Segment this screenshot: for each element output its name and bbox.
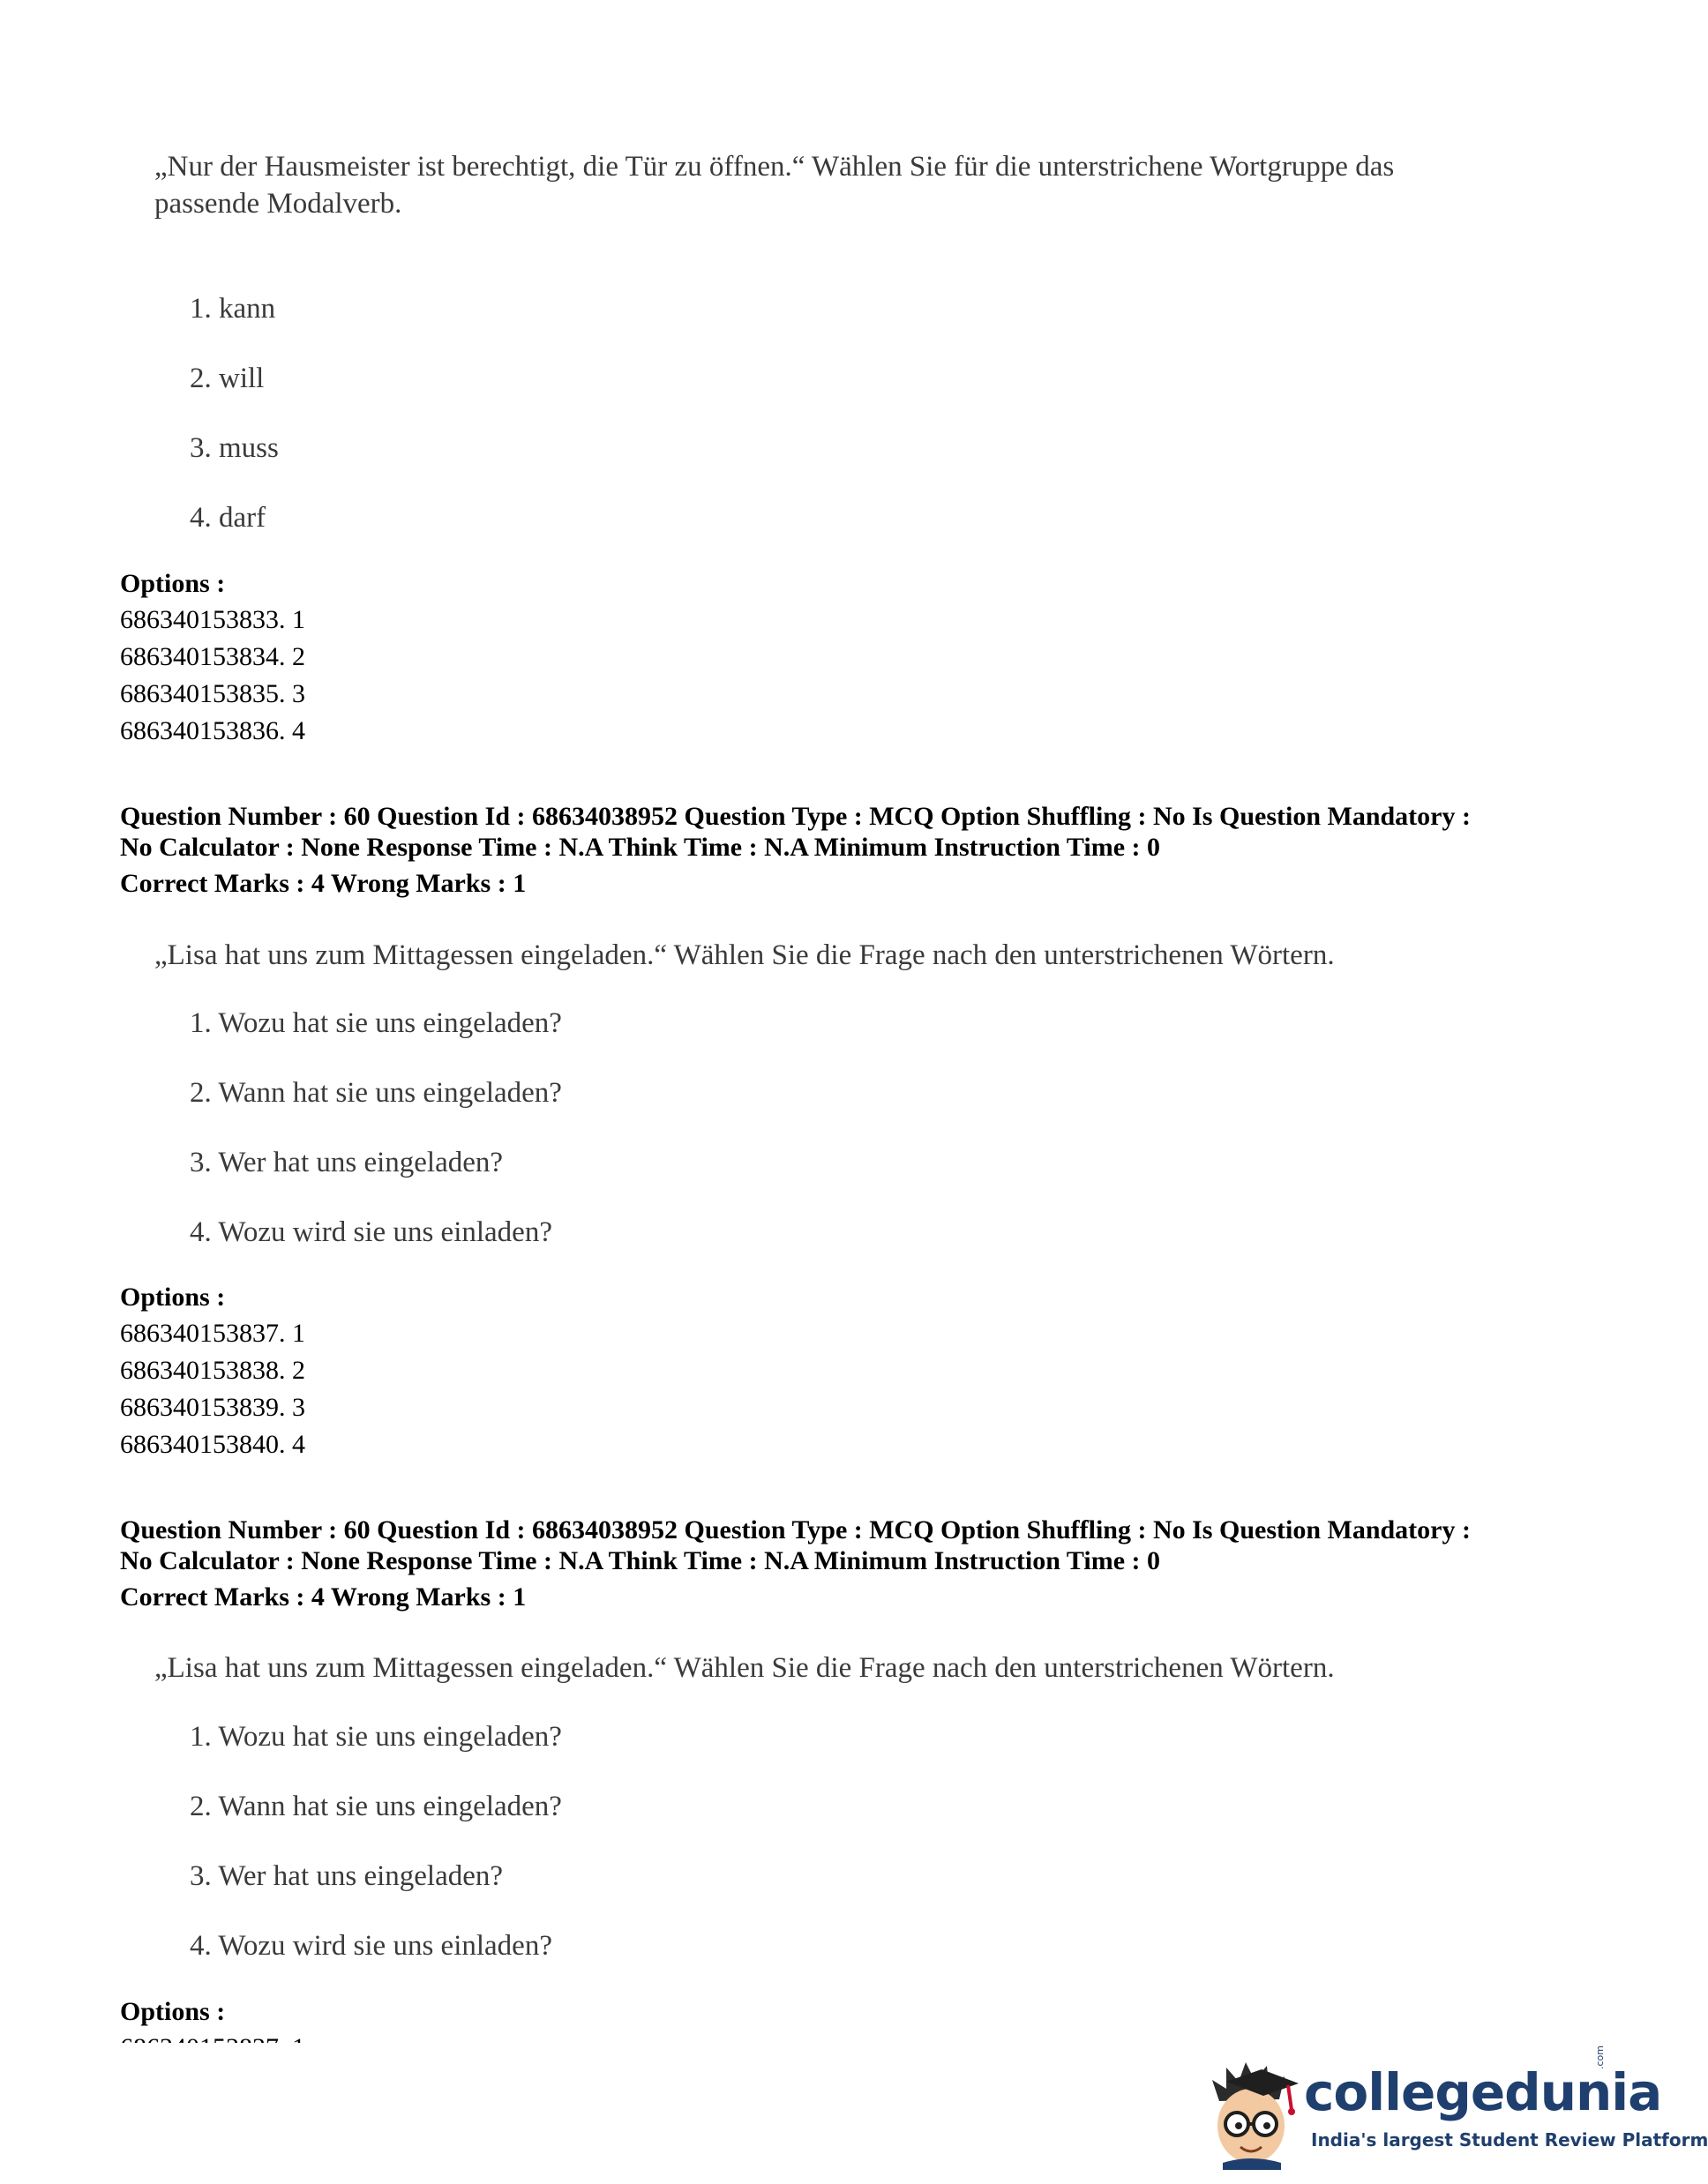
- marks-2: Correct Marks : 4 Wrong Marks : 1: [120, 869, 527, 898]
- marks-3: Correct Marks : 4 Wrong Marks : 1: [120, 1582, 527, 1612]
- choice-1-4: 4. darf: [190, 502, 266, 534]
- question-meta-2: [120, 801, 1532, 863]
- options-list-2: [120, 1315, 305, 1463]
- question-text-2: „Lisa hat uns zum Mittagessen eingeladen.“ Wählen Sie die Frage nach den unterstrichenen Wörtern.: [154, 939, 1335, 971]
- choice-3-4: 4. Wozu wird sie uns einladen?: [190, 1930, 552, 1962]
- options-label-3: Options :: [120, 1997, 226, 2026]
- logo-brand-text: collegedunia: [1304, 2062, 1662, 2122]
- option-id-2-4: 686340153840. 4: [120, 1430, 305, 1459]
- choice-2-2: 2. Wann hat sie uns eingeladen?: [190, 1077, 562, 1109]
- mascot-icon: [1200, 2055, 1304, 2170]
- meta-line-1: Question Number : 60 Question Id : 68634038952 Question Type : MCQ Option Shuffling : No Is Question Mandatory :: [120, 802, 1471, 831]
- meta-line-2: No Calculator : None Response Time : N.A Think Time : N.A Minimum Instruction Time : 0: [120, 833, 1160, 862]
- choice-3-3: 3. Wer hat uns eingeladen?: [190, 1860, 504, 1892]
- meta-line-1: Question Number : 60 Question Id : 68634038952 Question Type : MCQ Option Shuffling : No Is Question Mandatory :: [120, 1515, 1471, 1545]
- option-id-1-1: 686340153833. 1: [120, 605, 305, 634]
- choice-3-2: 2. Wann hat sie uns eingeladen?: [190, 1791, 562, 1822]
- option-id-2-1: 686340153837. 1: [120, 1319, 305, 1348]
- question-meta-3: [120, 1515, 1532, 1576]
- logo-suffix: .com: [1594, 2046, 1606, 2069]
- option-id-1-3: 686340153835. 3: [120, 679, 305, 708]
- choice-2-1: 1. Wozu hat sie uns eingeladen?: [190, 1007, 562, 1039]
- collegedunia-logo: [1200, 2046, 1708, 2170]
- option-id-2-3: 686340153839. 3: [120, 1393, 305, 1422]
- choice-1-1: 1. kann: [190, 293, 276, 325]
- options-list-1: [120, 602, 305, 750]
- question-text-3: „Lisa hat uns zum Mittagessen eingeladen.“ Wählen Sie die Frage nach den unterstrichenen Wörtern.: [154, 1652, 1335, 1684]
- options-label-2: Options :: [120, 1283, 226, 1312]
- option-id-1-2: 686340153834. 2: [120, 642, 305, 671]
- choice-2-3: 3. Wer hat uns eingeladen?: [190, 1147, 504, 1178]
- choice-1-3: 3. muss: [190, 432, 279, 464]
- logo-tagline: India's largest Student Review Platform: [1311, 2129, 1708, 2150]
- question-text-1: „Nur der Hausmeister ist berechtigt, die Tür zu öffnen.“ Wählen Sie für die unterstrichene Wortgruppe das passende Modalverb.: [154, 151, 1395, 220]
- meta-line-2: No Calculator : None Response Time : N.A Think Time : N.A Minimum Instruction Time : 0: [120, 1546, 1160, 1575]
- option-id-2-2: 686340153838. 2: [120, 1356, 305, 1385]
- options-label-1: Options :: [120, 569, 226, 598]
- choice-1-2: 2. will: [190, 363, 265, 394]
- choice-3-1: 1. Wozu hat sie uns eingeladen?: [190, 1721, 562, 1753]
- option-id-1-4: 686340153836. 4: [120, 716, 305, 745]
- choice-2-4: 4. Wozu wird sie uns einladen?: [190, 1216, 552, 1248]
